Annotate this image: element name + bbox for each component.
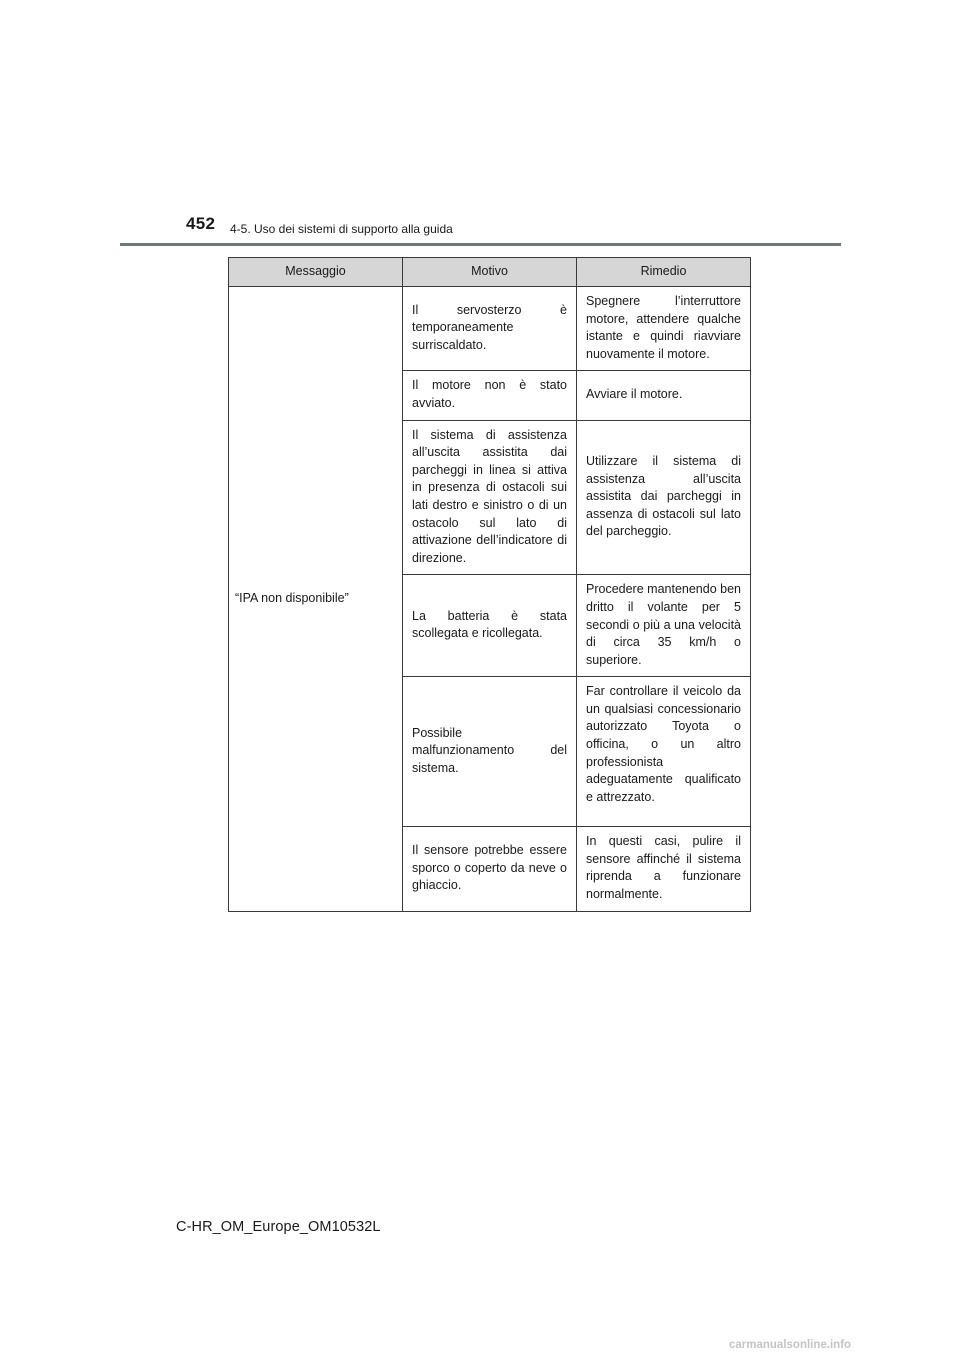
- column-header-rimedio: Rimedio: [577, 258, 751, 287]
- section-title: 4-5. Uso dei sistemi di supporto alla guida: [230, 222, 453, 236]
- reason-cell: Il servosterzo è temporaneamente surriscaldato.: [403, 287, 577, 371]
- table-row: [229, 287, 751, 371]
- remedy-cell: Far controllare il veicolo da un qualsiasi concessionario autorizzato Toyota o officina, o un altro professionista adeguatamente qualificato e attrezzato.: [577, 677, 751, 827]
- message-cell: “IPA non disponibile”: [229, 287, 403, 912]
- column-header-messaggio: Messaggio: [229, 258, 403, 287]
- reason-cell: La batteria è stata scollegata e ricollegata.: [403, 575, 577, 677]
- remedy-cell: Spegnere l’interruttore motore, attendere qualche istante e quindi riavviare nuovamente il motore.: [577, 287, 751, 371]
- remedy-cell: Utilizzare il sistema di assistenza all’uscita assistita dai parcheggi in assenza di ostacoli sul lato del parcheggio.: [577, 420, 751, 575]
- column-header-motivo: Motivo: [403, 258, 577, 287]
- reason-cell: Il sensore potrebbe essere sporco o coperto da neve o ghiaccio.: [403, 827, 577, 911]
- watermark: carmanualsonline.info: [729, 1339, 852, 1351]
- document-code: C-HR_OM_Europe_OM10532L: [176, 1219, 381, 1235]
- page-number: 452: [186, 214, 216, 233]
- reason-cell: Il motore non è stato avviato.: [403, 371, 577, 420]
- header-divider: [120, 243, 841, 246]
- remedy-cell: Avviare il motore.: [577, 371, 751, 420]
- message-table: [228, 257, 751, 912]
- reason-cell: Il sistema di assistenza all’uscita assistita dai parcheggi in linea si attiva in presenza di ostacoli sui lati destro e sinistro o di un ostacolo sul lato di attivazione dell’indicatore di direzione.: [403, 420, 577, 575]
- remedy-cell: Procedere mantenendo ben dritto il volante per 5 secondi o più a una velocità di circa 35 km/h o superiore.: [577, 575, 751, 677]
- reason-cell: Possibile malfunzionamento del sistema.: [403, 677, 577, 827]
- remedy-cell: In questi casi, pulire il sensore affinché il sistema riprenda a funzionare normalmente.: [577, 827, 751, 911]
- table-header-row: [229, 258, 751, 287]
